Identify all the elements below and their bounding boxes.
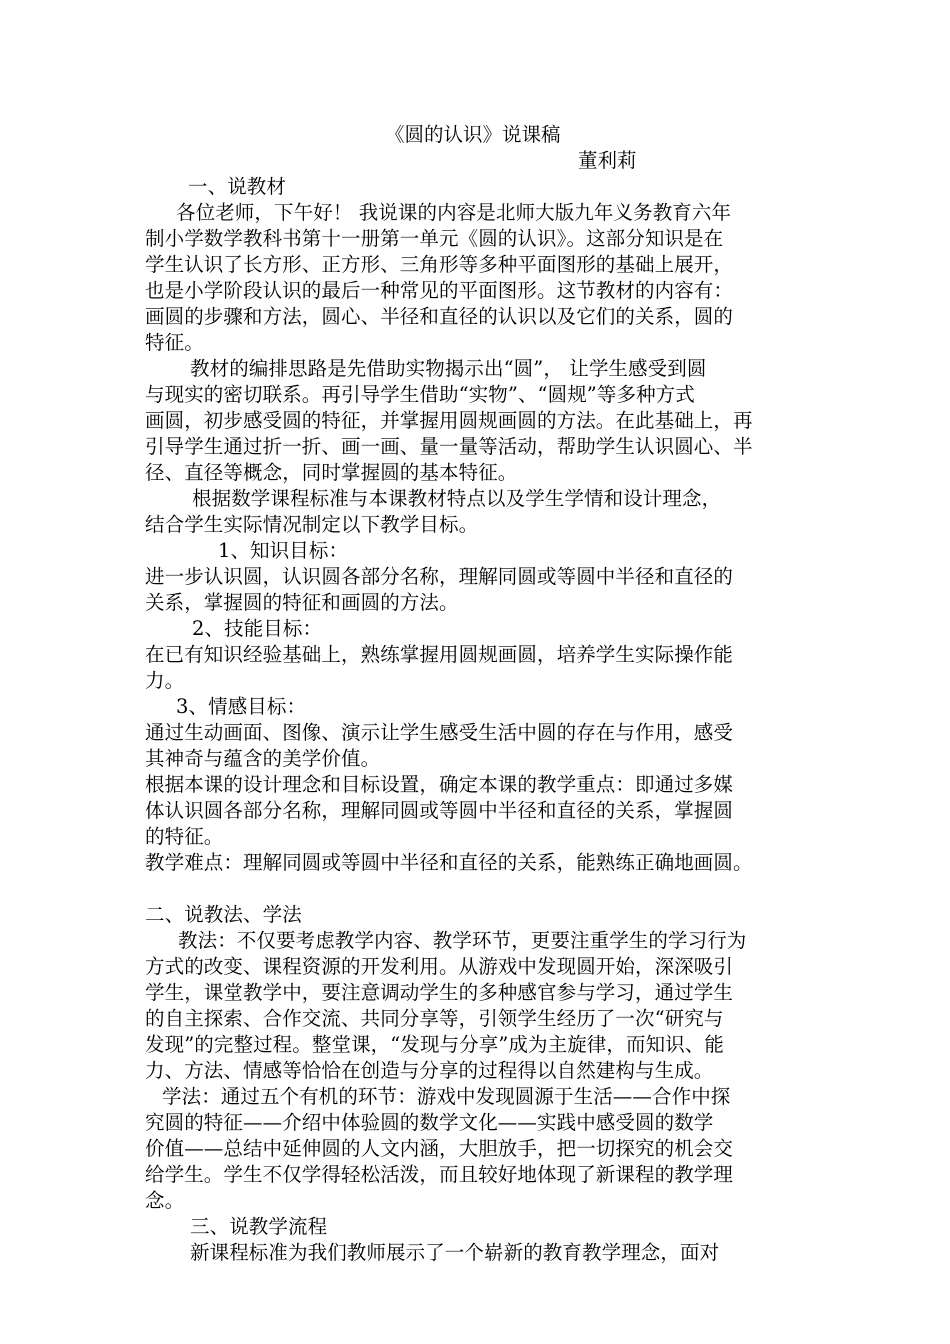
- paragraph-line: 根据数学课程标准与本课教材特点以及学生学情和设计理念，: [192, 487, 722, 510]
- paragraph-line: 的特征。: [145, 825, 224, 848]
- section-heading-1: 一、说教材: [188, 175, 287, 198]
- paragraph-line: 其神奇与蕴含的美学价值。: [145, 747, 381, 770]
- paragraph-line: 特征。: [145, 331, 204, 354]
- section-heading-3: 三、说教学流程: [190, 1215, 328, 1238]
- paragraph-line: 在已有知识经验基础上，熟练掌握用圆规画圆，培养学生实际操作能: [145, 643, 734, 666]
- paragraph-line: 通过生动画面、图像、演示让学生感受生活中圆的存在与作用，感受: [145, 721, 734, 744]
- paragraph-line: 体认识圆各部分名称，理解同圆或等圆中半径和直径的关系，掌握圆: [145, 799, 734, 822]
- paragraph-line: 制小学数学教科书第十一册第一单元《圆的认识》。这部分知识是在: [145, 227, 724, 250]
- paragraph-line: 力。: [145, 669, 185, 692]
- paragraph-line: 画圆的步骤和方法，圆心、半径和直径的认识以及它们的关系，圆的: [145, 305, 734, 328]
- subheading-emotion: 3、情感目标：: [176, 695, 307, 718]
- paragraph-line: 的自主探索、合作交流、共同分享等，引领学生经历了一次“研究与: [145, 1007, 724, 1030]
- paragraph-line: 画圆，初步感受圆的特征，并掌握用圆规画圆的方法。在此基础上，再: [145, 409, 753, 432]
- document-title: 《圆的认识》说课稿: [385, 123, 561, 146]
- paragraph-line: 究圆的特征——介绍中体验圆的数学文化——实践中感受圆的数学: [145, 1111, 714, 1134]
- paragraph-line: 引导学生通过折一折、画一画、量一量等活动，帮助学生认识圆心、半: [145, 435, 753, 458]
- paragraph-line: 与现实的密切联系。再引导学生借助“实物”、“圆规”等多种方式: [145, 383, 695, 406]
- subheading-skill: 2、技能目标：: [192, 617, 323, 640]
- paragraph-line: 进一步认识圆，认识圆各部分名称，理解同圆或等圆中半径和直径的: [145, 565, 734, 588]
- paragraph-line: 根据本课的设计理念和目标设置，确定本课的教学重点：即通过多媒: [145, 773, 734, 796]
- subheading-knowledge: 1、知识目标：: [218, 539, 349, 562]
- paragraph-line: 径、直径等概念，同时掌握圆的基本特征。: [145, 461, 518, 484]
- section-heading-2: 二、说教法、学法: [145, 903, 302, 926]
- paragraph-line: 学法：通过五个有机的环节：游戏中发现圆源于生活——合作中探: [162, 1085, 731, 1108]
- paragraph-line: 方式的改变、课程资源的开发利用。从游戏中发现圆开始，深深吸引: [145, 955, 734, 978]
- paragraph-line: 结合学生实际情况制定以下教学目标。: [145, 513, 479, 536]
- paragraph-line: 教法：不仅要考虑教学内容、教学环节，更要注重学生的学习行为: [178, 929, 747, 952]
- paragraph-line: 关系，掌握圆的特征和画圆的方法。: [145, 591, 459, 614]
- paragraph-line: 新课程标准为我们教师展示了一个崭新的教育教学理念，面对: [190, 1241, 720, 1264]
- paragraph-line: 学生认识了长方形、正方形、三角形等多种平面图形的基础上展开，: [145, 253, 734, 276]
- paragraph-line: 力、方法、情感等恰恰在创造与分享的过程得以自然建构与生成。: [145, 1059, 714, 1082]
- paragraph-line: 也是小学阶段认识的最后一种常见的平面图形。这节教材的内容有：: [145, 279, 734, 302]
- paragraph-line: 念。: [145, 1189, 185, 1212]
- paragraph-line: 学生，课堂教学中，要注意调动学生的多种感官参与学习，通过学生: [145, 981, 734, 1004]
- paragraph-line: 各位老师，下午好！ 我说课的内容是北师大版九年义务教育六年: [176, 201, 732, 224]
- paragraph-line: 价值——总结中延伸圆的人文内涵，大胆放手，把一切探究的机会交: [145, 1137, 734, 1160]
- document-author: 董利莉: [578, 149, 637, 172]
- paragraph-line: 给学生。学生不仅学得轻松活泼，而且较好地体现了新课程的教学理: [145, 1163, 734, 1186]
- paragraph-line: 教学难点：理解同圆或等圆中半径和直径的关系，能熟练正确地画圆。: [145, 851, 753, 874]
- paragraph-line: 发现”的完整过程。整堂课，“发现与分享”成为主旋律，而知识、能: [145, 1033, 725, 1056]
- paragraph-line: 教材的编排思路是先借助实物揭示出“圆”， 让学生感受到圆: [190, 357, 707, 380]
